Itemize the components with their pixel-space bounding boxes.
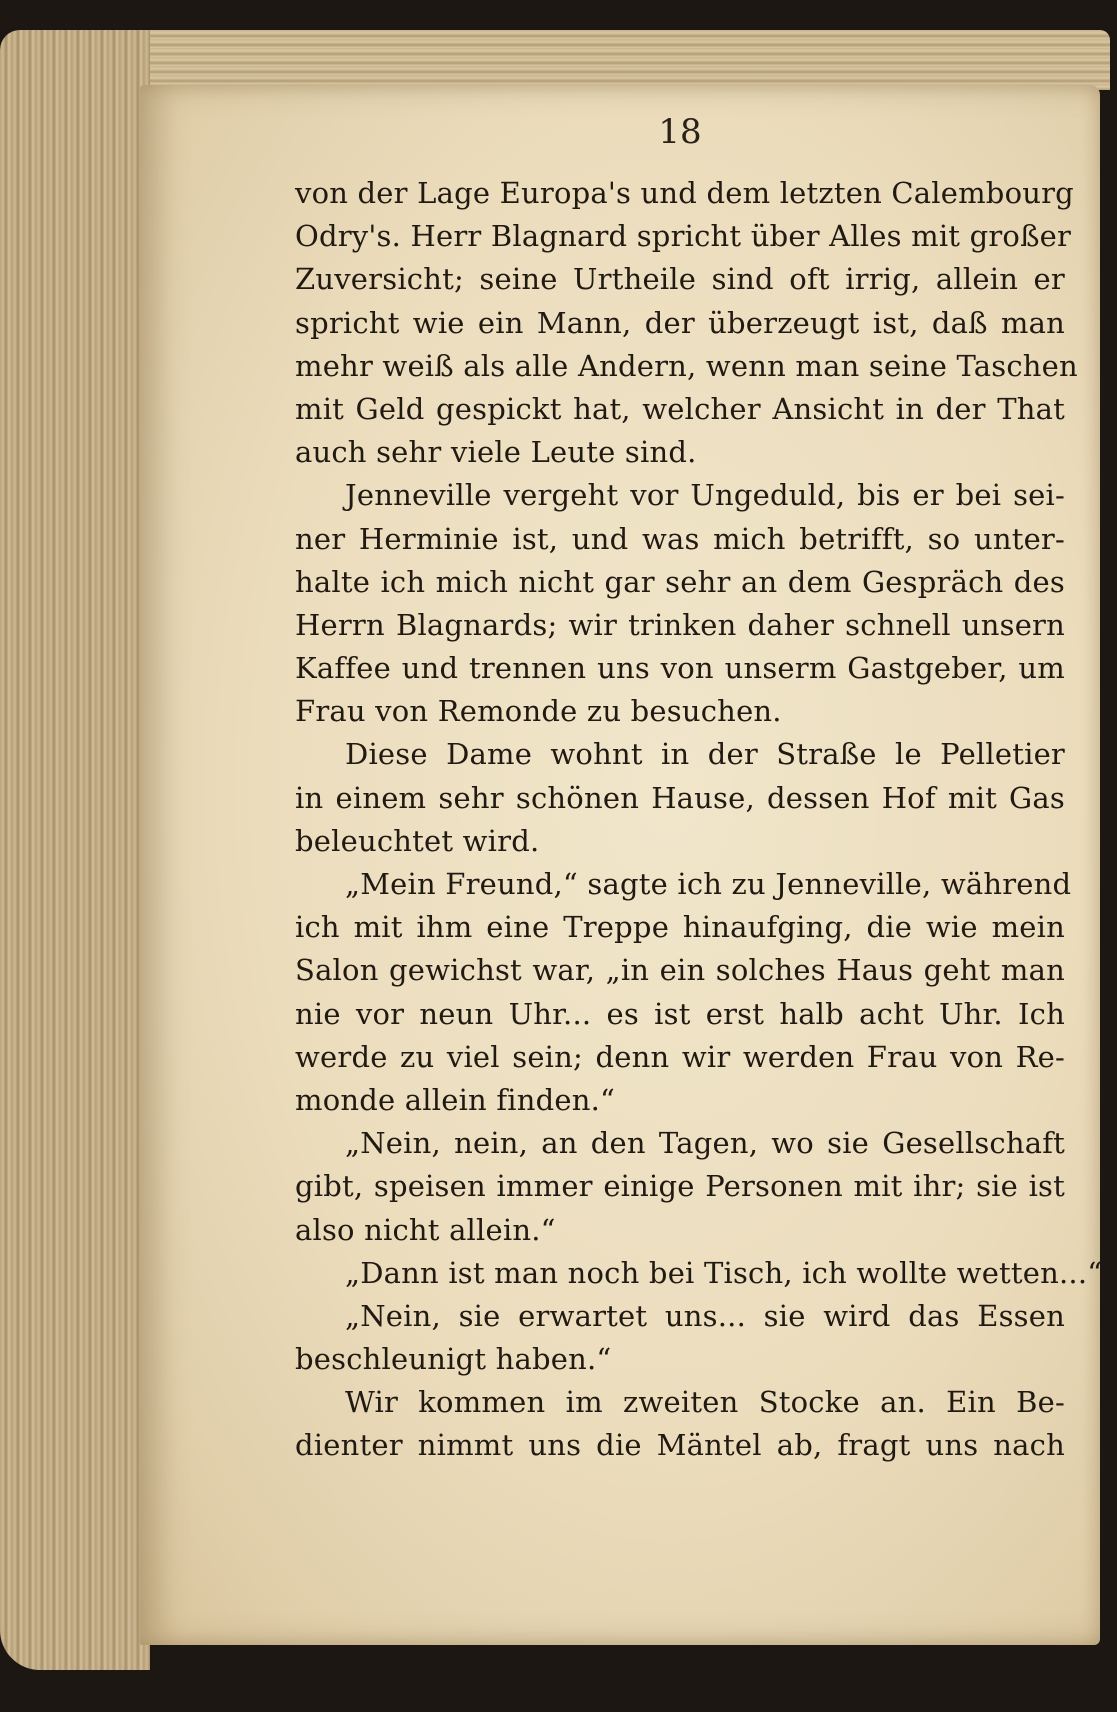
- text-line: mehr weiß als alle Andern, wenn man seine Taschen: [295, 348, 1078, 383]
- text-line: Odry's. Herr Blagnard spricht über Alles mit großer: [295, 219, 1072, 254]
- text-line: Wir kommen im zweiten Stocke an. Ein Be-: [345, 1385, 1065, 1420]
- text-line: „Nein, nein, an den Tagen, wo sie Gesellschaft: [345, 1126, 1065, 1161]
- text-line: beleuchtet wird.: [295, 823, 540, 858]
- text-line: „Nein, sie erwartet uns... sie wird das Essen: [345, 1298, 1065, 1333]
- text-line: spricht wie ein Mann, der überzeugt ist, daß man: [295, 305, 1065, 340]
- text-line: ner Herminie ist, und was mich betrifft, so unter-: [295, 521, 1065, 556]
- text-line: „Dann ist man noch bei Tisch, ich wollte wetten...“: [345, 1255, 1103, 1290]
- text-line: Kaffee und trennen uns von unserm Gastgeber, um: [295, 651, 1065, 686]
- body-text: [295, 172, 1103, 1468]
- text-line: gibt, speisen immer einige Personen mit ihr; sie ist: [295, 1169, 1065, 1204]
- text-line: „Mein Freund,“ sagte ich zu Jenneville, während: [345, 867, 1072, 901]
- text-line: mit Geld gespickt hat, welcher Ansicht in der That: [295, 391, 1065, 426]
- text-line: Diese Dame wohnt in der Straße le Pelletier: [345, 737, 1065, 772]
- text-line: Frau von Remonde zu besuchen.: [295, 694, 782, 729]
- text-line: monde allein finden.“: [295, 1082, 616, 1117]
- text-line: werde zu viel sein; denn wir werden Frau von Re-: [295, 1039, 1065, 1074]
- text-line: nie vor neun Uhr... es ist erst halb acht Uhr. Ich: [295, 996, 1065, 1031]
- text-line: ich mit ihm eine Treppe hinaufging, die wie mein: [295, 910, 1065, 945]
- text-line: Herrn Blagnards; wir trinken daher schnell unsern: [295, 607, 1065, 642]
- text-line: in einem sehr schönen Hause, dessen Hof mit Gas: [295, 780, 1065, 815]
- text-line: auch sehr viele Leute sind.: [295, 435, 697, 470]
- text-line: beschleunigt haben.“: [295, 1342, 612, 1377]
- text-line: halte ich mich nicht gar sehr an dem Gespräch des: [295, 564, 1065, 599]
- text-line: Jenneville vergeht vor Ungeduld, bis er bei sei-: [345, 478, 1065, 513]
- text-line: dienter nimmt uns die Mäntel ab, fragt uns nach: [295, 1428, 1065, 1463]
- text-line: Zuversicht; seine Urtheile sind oft irrig, allein er: [295, 262, 1065, 297]
- text-line: von der Lage Europa's und dem letzten Calembourg: [295, 176, 1074, 210]
- text-line: Salon gewichst war, „in ein solches Haus geht man: [295, 953, 1065, 988]
- text-line: also nicht allein.“: [295, 1212, 556, 1247]
- book-page-edges-top: [20, 30, 1110, 90]
- book-page-edges-left: [0, 30, 150, 1670]
- page-number: 18: [658, 112, 702, 152]
